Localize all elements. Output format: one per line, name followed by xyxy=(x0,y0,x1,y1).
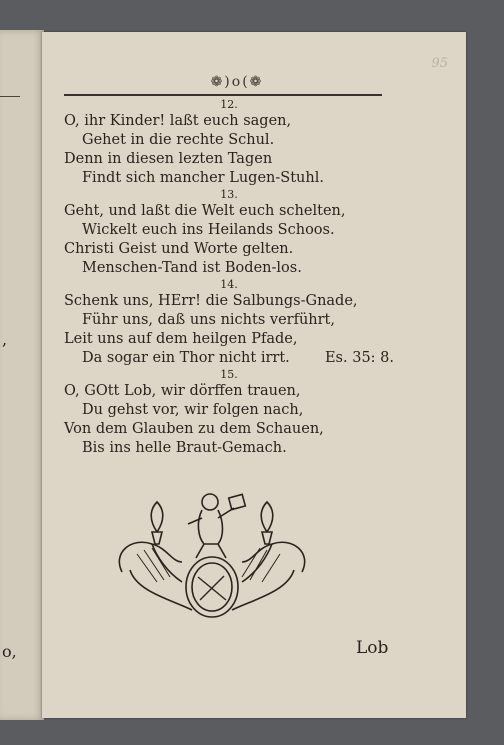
hymn-text xyxy=(64,98,394,458)
stanza-number: 12. xyxy=(220,98,238,111)
verse-line: Christi Geist und Worte gelten. xyxy=(64,241,294,257)
verse-line: Du gehst vor, wir folgen nach, xyxy=(82,402,304,418)
stanza xyxy=(64,368,394,458)
verse-line: Schenk uns, HErr! die Salbungs-Gnade, xyxy=(64,293,358,309)
page-number: 95 xyxy=(431,56,448,71)
verse-line: Findt sich mancher Lugen-Stuhl. xyxy=(82,170,324,186)
verse-line: Bis ins helle Braut-Gemach. xyxy=(82,440,287,456)
verse-line: Menschen-Tand ist Boden-los. xyxy=(82,260,302,276)
left-page-edge xyxy=(0,30,44,720)
left-page-fragment: , xyxy=(2,330,8,349)
verse-line: O, GOtt Lob, wir dörffen trauen, xyxy=(64,383,301,399)
verse-line: Von dem Glauben zu dem Schauen, xyxy=(64,421,324,437)
stanza xyxy=(64,98,394,188)
verse-line: Leit uns auf dem heilgen Pfade, xyxy=(64,331,298,347)
header-ornament: ❁)o(❁ xyxy=(210,74,264,90)
verse-line: Führ uns, daß uns nichts verführt, xyxy=(82,312,335,328)
verse-line: Geht, und laßt die Welt euch schelten, xyxy=(64,203,346,219)
stanza-number: 14. xyxy=(220,278,238,291)
verse-line: O, ihr Kinder! laßt euch sagen, xyxy=(64,113,292,129)
book-page xyxy=(42,32,466,718)
stanza xyxy=(64,278,394,368)
verse-line-text: Da sogar ein Thor nicht irrt. xyxy=(82,350,290,366)
cherub-vignette xyxy=(112,482,312,622)
verse-line: Wickelt euch ins Heilands Schoos. xyxy=(82,222,335,238)
stanza-number: 13. xyxy=(220,188,238,201)
verse-line xyxy=(64,349,394,368)
scripture-reference: Es. 35: 8. xyxy=(324,350,394,366)
verse-line: Gehet in die rechte Schul. xyxy=(82,132,275,148)
stanza-number: 15. xyxy=(220,368,238,381)
verse-line: Denn in diesen lezten Tagen xyxy=(64,151,273,167)
stanza xyxy=(64,188,394,278)
left-page-fragment: o, xyxy=(2,642,17,661)
left-page-rule xyxy=(0,96,20,97)
header-rule xyxy=(64,94,382,96)
catchword: Lob xyxy=(356,638,389,658)
